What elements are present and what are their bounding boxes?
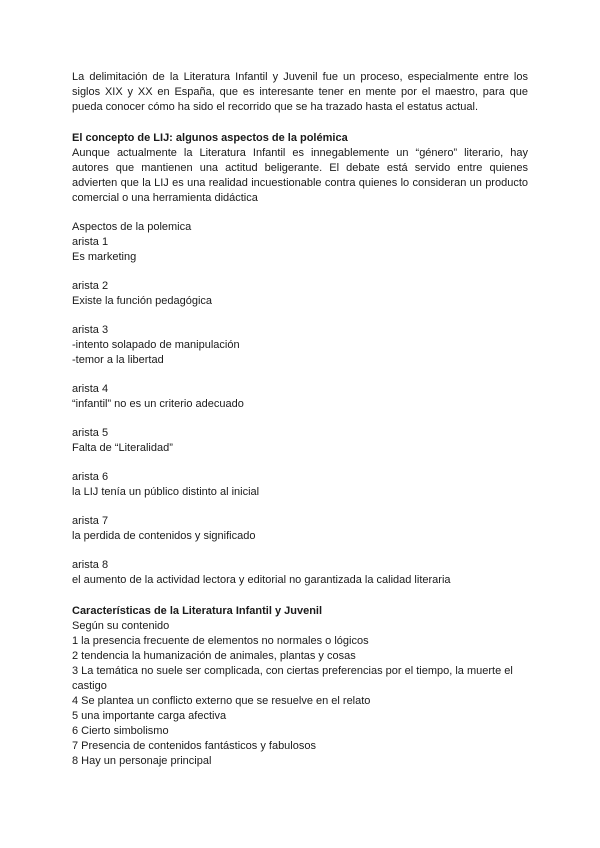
arista-text: el aumento de la actividad lectora y editorial no garantizada la calidad literaria (72, 574, 451, 586)
aspects-title: Aspectos de la polemica (72, 221, 192, 233)
arista-text: “infantil” no es un criterio adecuado (72, 398, 244, 410)
arista-block (72, 426, 528, 456)
arista-label: arista 3 (72, 324, 109, 336)
characteristic-item: 6 Cierto simbolismo (72, 725, 169, 737)
characteristic-item: 8 Hay un personaje principal (72, 755, 212, 767)
arista-label: arista 2 (72, 280, 109, 292)
characteristics-list (72, 634, 528, 769)
arista-text: Es marketing (72, 251, 137, 263)
arista-block (72, 514, 528, 544)
characteristic-item: 7 Presencia de contenidos fantásticos y fabulosos (72, 740, 316, 752)
arista-label: arista 4 (72, 383, 109, 395)
characteristic-item: 2 tendencia la humanización de animales, plantas y cosas (72, 650, 356, 662)
arista-block (72, 470, 528, 500)
arista-block (72, 558, 528, 588)
section1-heading: El concepto de LIJ: algunos aspectos de la polémica (72, 132, 348, 144)
document-page (72, 70, 528, 769)
characteristic-item: 3 La temática no suele ser complicada, con ciertas preferencias por el tiempo, la muerte el castigo (72, 665, 513, 692)
intro-paragraph: La delimitación de la Literatura Infantil y Juvenil fue un proceso, especialmente entre los siglos XIX y XX en España, que es interesante tener en mente por el maestro, para que pueda conocer cómo ha sido el recorrido que se ha trazado hasta el estatus actual. (72, 71, 528, 113)
characteristic-item: 5 una importante carga afectiva (72, 710, 227, 722)
arista-text: Falta de “Literalidad” (72, 442, 173, 454)
characteristic-item: 1 la presencia frecuente de elementos no normales o lógicos (72, 635, 369, 647)
arista-block (72, 382, 528, 412)
characteristic-item: 4 Se plantea un conflicto externo que se resuelve en el relato (72, 695, 371, 707)
arista-label: arista 1 (72, 236, 109, 248)
arista-text: -intento solapado de manipulación (72, 339, 240, 351)
arista-block (72, 323, 528, 368)
section2-subtitle: Según su contenido (72, 620, 170, 632)
section2-heading: Características de la Literatura Infantil y Juvenil (72, 605, 323, 617)
arista-label: arista 6 (72, 471, 109, 483)
aristas-list (72, 235, 528, 588)
section1-body: Aunque actualmente la Literatura Infantil es innegablemente un “género” literario, hay autores que mantienen una actitud beligerante. El debate está servido entre quienes advierten que la LIJ es una realidad incuestionable contra quienes lo consideran un producto comercial o una herramienta didáctica (72, 147, 528, 204)
arista-text: la LIJ tenía un público distinto al inicial (72, 486, 260, 498)
arista-block (72, 235, 528, 265)
arista-label: arista 8 (72, 559, 109, 571)
arista-text: Existe la función pedagógica (72, 295, 213, 307)
arista-text: -temor a la libertad (72, 354, 164, 366)
arista-text: la perdida de contenidos y significado (72, 530, 256, 542)
arista-label: arista 7 (72, 515, 109, 527)
arista-block (72, 279, 528, 309)
arista-label: arista 5 (72, 427, 109, 439)
